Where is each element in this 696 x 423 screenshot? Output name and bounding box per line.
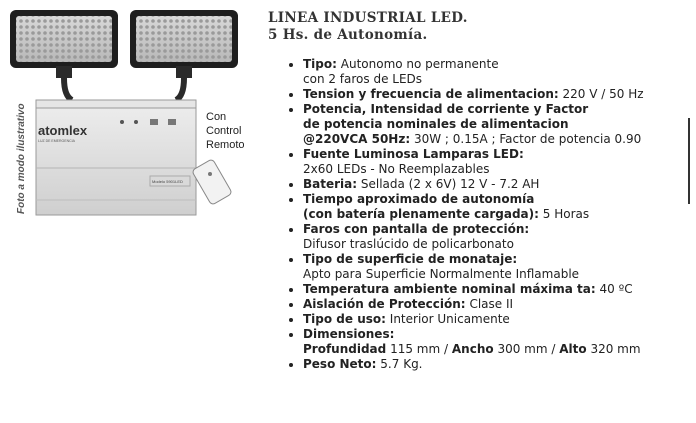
brand-subtitle: LUZ DE EMERGENCIA bbox=[38, 139, 75, 143]
brand-logo: atomlex bbox=[38, 123, 88, 138]
spec-value: Interior Unicamente bbox=[389, 312, 510, 326]
spec-label: Fuente Luminosa Lamparas LED: bbox=[303, 147, 524, 161]
heading-line-2: 5 Hs. de Autonomía. bbox=[268, 27, 428, 43]
scroll-edge-bar bbox=[688, 118, 690, 204]
spec-label: Tipo de uso: bbox=[303, 312, 386, 326]
spec-value: Sellada (2 x 6V) 12 V - 7.2 AH bbox=[360, 177, 540, 191]
dimension-value: 300 mm / bbox=[497, 342, 556, 356]
heading-line-1: LINEA INDUSTRIAL LED. bbox=[268, 10, 468, 26]
spec-item bbox=[303, 147, 644, 177]
spec-value: 5 Horas bbox=[542, 207, 590, 221]
spec-label: Dimensiones: bbox=[303, 327, 395, 341]
remote-control bbox=[192, 159, 233, 206]
left-lamp-head bbox=[10, 10, 118, 78]
spec-label: Faros con pantalla de protección: bbox=[303, 222, 530, 236]
product-photo bbox=[0, 0, 258, 230]
spec-item bbox=[303, 192, 644, 222]
dimension-label: Alto bbox=[559, 342, 587, 356]
spec-value: Difusor traslúcido de policarbonato bbox=[303, 237, 514, 251]
remote-caption-1: Con bbox=[206, 111, 227, 123]
emergency-light-body bbox=[36, 100, 196, 215]
spec-item bbox=[303, 222, 644, 252]
spec-label: Bateria: bbox=[303, 177, 358, 191]
spec-item bbox=[303, 357, 644, 372]
spec-item bbox=[303, 87, 644, 102]
spec-item bbox=[303, 282, 644, 297]
dimension-value: 320 mm bbox=[590, 342, 641, 356]
spec-value: Apto para Superficie Normalmente Inflamable bbox=[303, 267, 580, 281]
spec-label: Peso Neto: bbox=[303, 357, 377, 371]
spec-value: 40 ºC bbox=[599, 282, 633, 296]
spec-label: Potencia, Intensidad de corriente y Factor bbox=[303, 102, 589, 116]
dimension-label: Ancho bbox=[451, 342, 494, 356]
spec-label: Tipo: bbox=[303, 57, 337, 71]
spec-list bbox=[285, 57, 644, 372]
spec-value: 5.7 Kg. bbox=[380, 357, 423, 371]
product-heading bbox=[268, 10, 468, 44]
spec-label: (con batería plenamente cargada): bbox=[303, 207, 539, 221]
spec-value: Clase II bbox=[469, 297, 514, 311]
spec-item bbox=[303, 312, 644, 327]
spec-value: con 2 faros de LEDs bbox=[303, 72, 423, 86]
spec-label: @220VCA 50Hz: bbox=[303, 132, 411, 146]
spec-label: Tension y frecuencia de alimentacion: bbox=[303, 87, 559, 101]
spec-item bbox=[303, 252, 644, 282]
spec-label: Tipo de superficie de monataje: bbox=[303, 252, 518, 266]
remote-caption-2: Control bbox=[206, 125, 242, 137]
model-label: Modelo 5901LED bbox=[152, 179, 183, 184]
spec-item bbox=[303, 177, 644, 192]
right-lamp-head bbox=[130, 10, 238, 78]
spec-item bbox=[303, 297, 644, 312]
spec-item bbox=[303, 102, 644, 147]
spec-label: Aislación de Protección: bbox=[303, 297, 466, 311]
illustrative-photo-caption: Foto a modo ilustrativo bbox=[16, 103, 27, 214]
spec-value: 2x60 LEDs - No Reemplazables bbox=[303, 162, 490, 176]
dimension-value: 115 mm / bbox=[390, 342, 449, 356]
spec-label: Tiempo aproximado de autonomía bbox=[303, 192, 535, 206]
remote-caption-3: Remoto bbox=[206, 139, 245, 151]
dimension-label: Profundidad bbox=[303, 342, 387, 356]
spec-label: de potencia nominales de alimentacion bbox=[303, 117, 569, 131]
spec-value: 220 V / 50 Hz bbox=[562, 87, 644, 101]
spec-label: Temperatura ambiente nominal máxima ta: bbox=[303, 282, 596, 296]
spec-value: 30W ; 0.15A ; Factor de potencia 0.90 bbox=[413, 132, 642, 146]
spec-item bbox=[303, 327, 644, 357]
spec-item bbox=[303, 57, 644, 87]
spec-value: Autonomo no permanente bbox=[340, 57, 499, 71]
